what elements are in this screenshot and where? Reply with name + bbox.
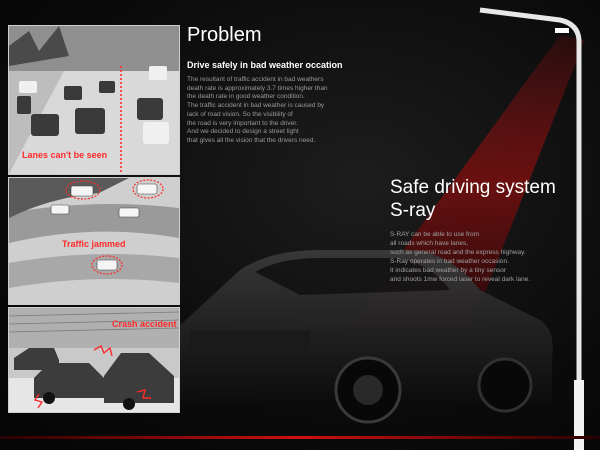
problem-line: The traffic accident in bad weather is caused by <box>187 102 325 110</box>
sray-title-line2: S-ray <box>390 200 436 221</box>
sray-title <box>390 176 556 222</box>
sray-line: all roads which have lanes, <box>390 240 469 247</box>
problem-line: the road is very important to the driver. <box>187 119 298 127</box>
problem-subtitle: Drive safely in bad weather occation <box>187 60 343 70</box>
road-line <box>0 436 600 439</box>
problem-line: The resultant of traffic accident in bad weathers <box>187 76 324 83</box>
problem-line: that gives all the vision that the drivers need. <box>187 136 316 144</box>
caption-crash: Crash accident <box>112 319 177 329</box>
sray-title-line1: Safe driving system <box>390 177 556 198</box>
problem-line: lack of road vision. So the visibility of <box>187 110 293 118</box>
sray-line: S-Ray operates in bad weather occasion. <box>390 258 509 265</box>
sray-description <box>390 230 530 284</box>
problem-description <box>187 76 362 146</box>
caption-lanes: Lanes can't be seen <box>22 150 108 160</box>
caption-traffic: Traffic jammed <box>62 239 126 249</box>
sray-line: It indicates bad weather by a tiny sensor <box>390 267 506 274</box>
problem-line: the death rate in good weather condition. <box>187 93 305 101</box>
problem-line: And we decided to design a street light <box>187 128 299 136</box>
sray-line: S-RAY can be able to use from <box>390 231 480 238</box>
problem-line: death rate is approximately 3.7 times higher than <box>187 84 328 92</box>
sray-line: such as general road and the express highway. <box>390 249 526 256</box>
problem-title: Problem <box>187 24 262 46</box>
sray-line: and shoots 1mw forced laser to reveal dark lane. <box>390 276 531 283</box>
